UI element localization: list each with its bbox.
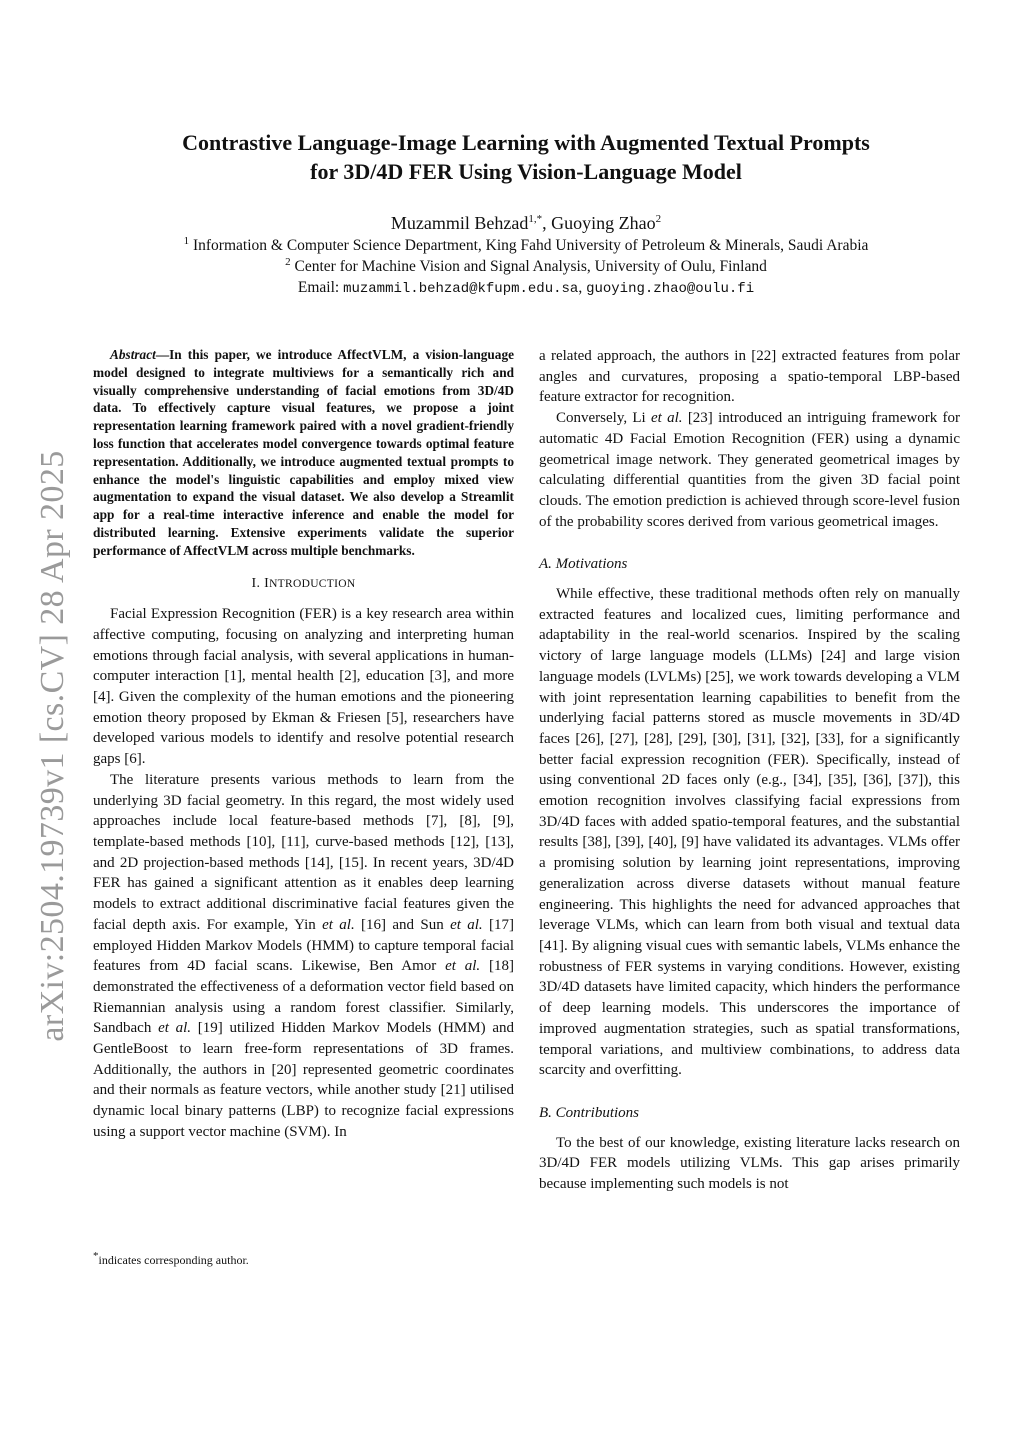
email-label: Email: (297, 279, 344, 296)
paragraph-text: [18] demonstrated the effectiveness of a deformation vector field based on Riemannian analysis using a random forest classifier. Similarly, Sandbach (93, 958, 514, 1037)
li-paragraph (539, 408, 960, 532)
paragraph-text: [19] utilized Hidden Markov Models (HMM) and GentleBoost to learn free-form representations of 3D frames. Additionally, the authors in [20] represented geometric coordinates and their normals as feature vectors, while another study [21] utilised dynamic local binary patterns (LBP) to recognize facial expressions using a support vector machine (SVM). In (93, 1020, 514, 1140)
motivations-paragraph: While effective, these traditional methods often rely on manually extracted features and localized cues, limiting performance and adaptability in the real-world scenarios. Inspired by the scaling victory of large language models (LLMs) [24] and large vision language models (LVLMs) [25], we work towards developing a VLM with joint representation learning capabilities to benefit from the underlying facial patterns stored as muscle movements in 3D/4D faces [26], [27], [28], [29], [30], [31], [32], [33], for a significantly better facial expression recognition (FER). Specifically, instead of using conventional 2D faces only (e.g., [34], [35], [36], [37]), this emotion recognition involves classifying facial expressions from 3D/4D faces with added spatio-temporal features, and the substantial results [38], [39], [40], [9] have validated its advantages. VLMs offer a promising solution by learning joint representations, improving generalization across diverse datasets without manual feature engineering. This highlights the need for advanced approaches that leverage VLMs, which can learn from both visual and textual data [41]. By aligning visual cues with semantic labels, VLMs enhance the robustness of FER systems in varying conditions. However, existing 3D/4D datasets have limited capacity, which hinders the performance of deep learning models. This underscores the importance of improved augmentation strategies, such as spatial transformations, temporal variations, and multiview combinations, to address data scarcity and overfitting. (539, 586, 960, 1079)
intro-paragraph-1: Facial Expression Recognition (FER) is a key research area within affective computing, focusing on analyzing and interpreting human emotions through facial analysis, with several applications in human-computer interaction [1], mental health [2], education [3], and more [4]. Given the complexity of the human emotions and the pioneering emotion theory proposed by Ekman & Friesen [5], researchers have developed various models to identify and resolve potential research gaps [6]. (93, 606, 514, 768)
affiliation-text: Center for Machine Vision and Signal Analysis, University of Oulu, Finland (290, 258, 767, 275)
email-line (100, 277, 952, 300)
affiliation-1 (100, 235, 952, 256)
et-al: et al. (158, 1020, 192, 1037)
affiliation-marker: 1 (183, 234, 190, 247)
affiliations (100, 235, 952, 300)
subsection-heading-contributions: B. Contributions (539, 1104, 640, 1121)
author-affiliation-marker: 2 (655, 213, 662, 225)
abstract-text: In this paper, we introduce AffectVLM, a vision-language model designed to integrate multiviews for a semantically rich and visually comprehensive understanding of facial emotions from 3D/4D data. To effectively capture visual features, we propose a joint representation learning framework paired with a novel gradient-friendly loss function that accelerates model convergence towards optimal feature representation. Additionally, we introduce augmented textual prompts to enhance the model's linguistic capabilities and employ mixed view augmentation to expand the visual dataset. We also develop a Streamlit app for a real-time interactive inference and enable the model for distributed learning. Extensive experiments validate the superior performance of AffectVLM across multiple benchmarks. (93, 347, 514, 558)
author-name: Guoying Zhao (551, 213, 656, 233)
arxiv-identifier: arXiv:2504.19739v1 [cs.CV] 28 Apr 2025 (34, 450, 71, 1042)
affiliation-2 (100, 256, 952, 277)
affiliation-text: Information & Computer Science Department, King Fahd University of Petroleum & Minerals, Saudi Arabia (189, 237, 869, 254)
footnote-marker: * (93, 1250, 99, 1262)
right-column (539, 346, 960, 1195)
et-al: et al. (445, 958, 481, 975)
contributions-paragraph: To the best of our knowledge, existing literature lacks research on 3D/4D FER models utilizing VLMs. This gap arises primarily because implementing such models is not (539, 1134, 960, 1193)
paragraph-text: Conversely, Li (556, 410, 651, 427)
paper-title (100, 128, 952, 186)
email-separator: , (578, 279, 587, 296)
abstract-label: Abstract (110, 347, 156, 362)
title-line-1: Contrastive Language-Image Learning with Augmented Textual Prompts (182, 130, 870, 155)
section-title-smallcaps: NTRODUCTION (269, 577, 356, 590)
author-separator: , (542, 213, 552, 233)
author-list (100, 210, 952, 236)
section-heading-introduction (93, 574, 514, 595)
author-affiliation-marker: 1,* (528, 213, 543, 225)
paragraph-text: [16] and Sun (354, 916, 451, 933)
author-name: Muzammil Behzad (390, 213, 529, 233)
paragraph-text: The literature presents various methods to learn from the underlying 3D facial geometry. In this regard, the most widely used approaches include local feature-based methods [7], [8], [9], template-based methods [10], [11], curve-based methods [12], [13], and 2D projection-based methods [14], [15]. In recent years, 3D/4D FER has gained a significant attention as it enables deep learning models to extract additional discriminative facial features given the facial depth axis. For example, Yin (93, 771, 514, 933)
et-al: et al. (322, 916, 355, 933)
footnote-text: indicates corresponding author. (98, 1253, 249, 1267)
paragraph-text: [17] employed Hidden Markov Models (HMM) to capture temporal facial features from 4D facial scans. Likewise, Ben Amor (93, 916, 514, 975)
section-number: I. (251, 575, 265, 591)
abstract-dash: — (155, 347, 170, 362)
section-title-initial: I (264, 575, 270, 591)
email-address: muzammil.behzad@kfupm.edu.sa (343, 281, 579, 297)
et-al: et al. (450, 916, 483, 933)
affiliation-marker: 2 (285, 255, 291, 268)
email-address: guoying.zhao@oulu.fi (586, 281, 755, 297)
paragraph-text: [23] introduced an intriguing framework for automatic 4D Facial Emotion Recognition (FER) using a dynamic geometrical image network. They generated geometrical images by calculating differential quantities from the given 3D facial point clouds. The emotion prediction is achieved through score-level fusion of the probability scores derived from various geometrical images. (539, 410, 960, 530)
title-line-2: for 3D/4D FER Using Vision-Language Model (310, 159, 742, 184)
footnote (93, 1252, 514, 1268)
et-al: et al. (651, 410, 683, 427)
left-column (93, 346, 514, 1143)
continued-paragraph: a related approach, the authors in [22] extracted features from polar angles and curvatures, proposing a spatio-temporal LBP-based feature extractor for recognition. (539, 348, 960, 406)
subsection-heading-motivations: A. Motivations (539, 556, 628, 573)
abstract (93, 346, 514, 560)
intro-paragraph-2 (93, 770, 514, 1143)
